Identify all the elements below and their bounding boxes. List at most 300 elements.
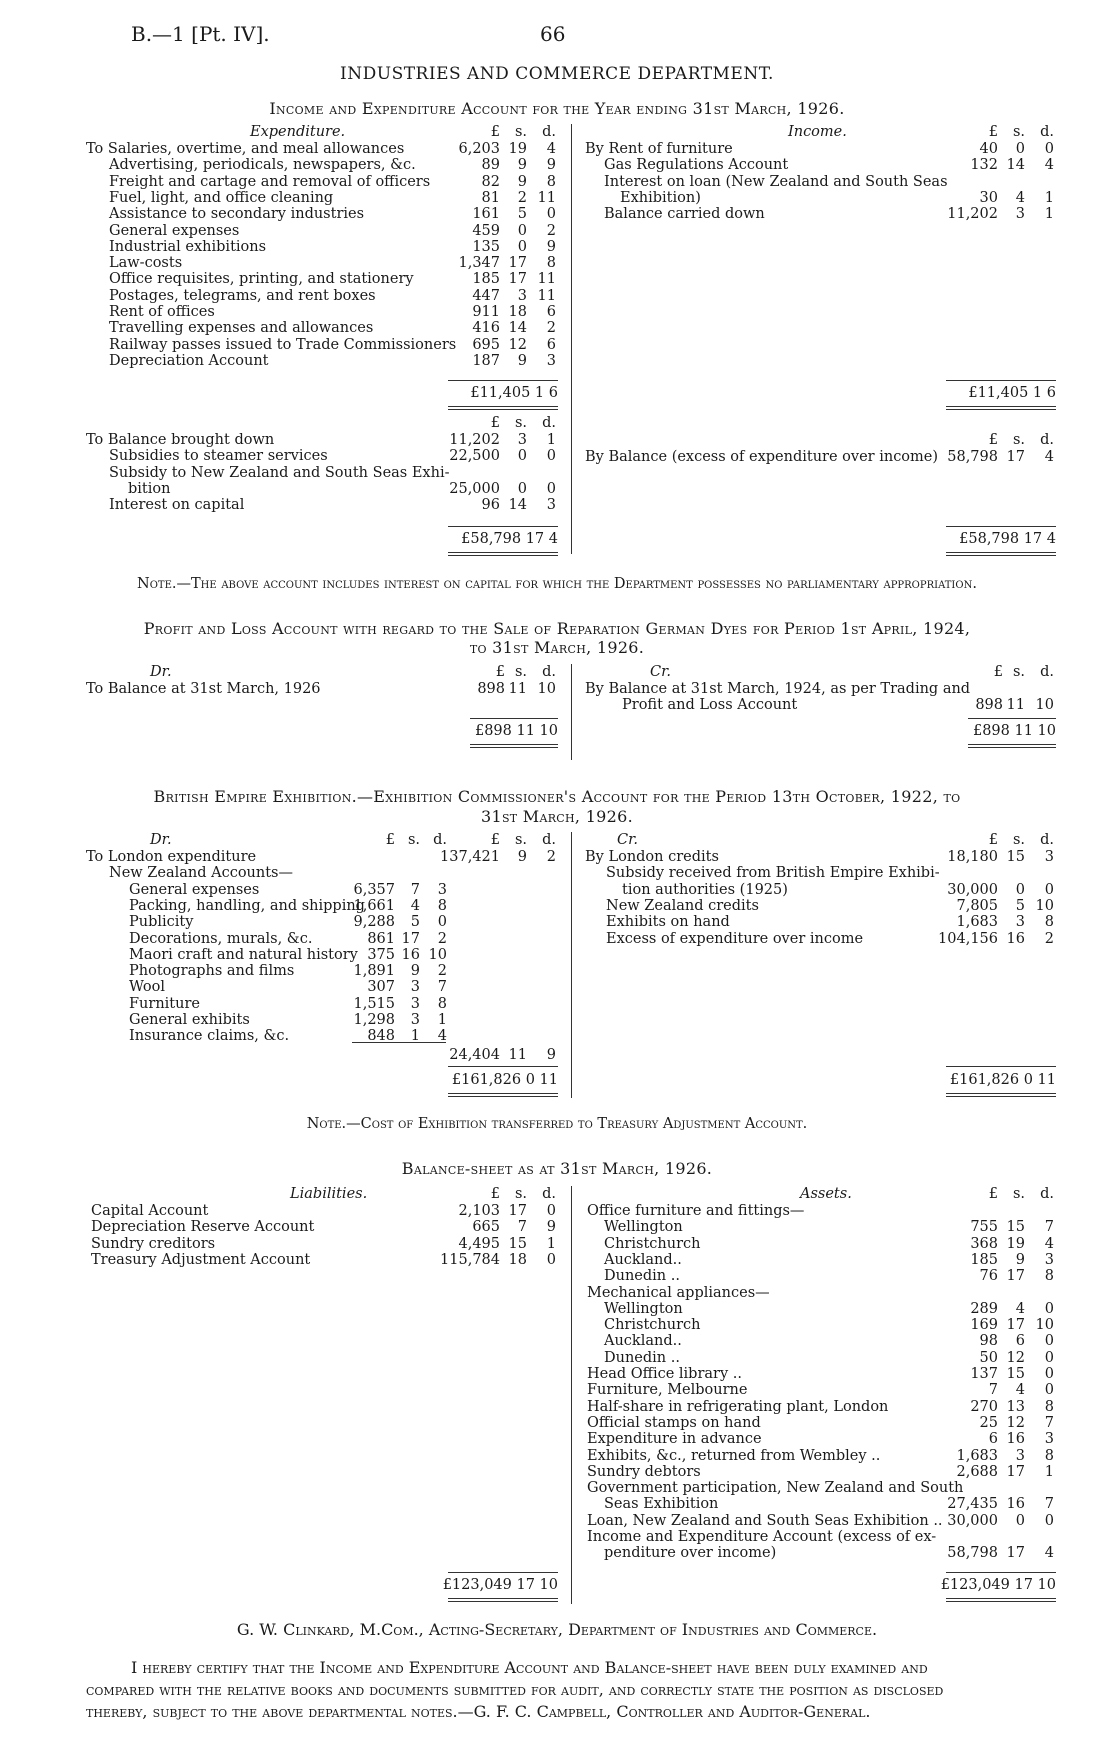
asset-label: Auckland.. [604, 1251, 682, 1268]
expenditure-pence: 6 [546, 304, 556, 320]
rule [448, 380, 558, 381]
bee-debit-sub-pence: 0 [437, 914, 447, 931]
bee-debit-sub-pence: 8 [437, 995, 447, 1012]
expenditure-shillings: 14 [508, 320, 527, 337]
asset-shillings: 15 [1006, 1366, 1025, 1382]
bee-debit-sub-label: Packing, handling, and shipping [129, 897, 365, 914]
expenditure-label: Industrial exhibitions [109, 238, 267, 255]
bee-credit-shillings: 15 [1006, 849, 1025, 865]
audit-certificate-line3: thereby, subject to the above departmental notes.—G. F. C. Campbell, Controller and Auditor-General. [86, 1702, 871, 1721]
pl-credit-label: By Balance at 31st March, 1924, as per Trading and [585, 681, 971, 697]
liability-shillings: 15 [508, 1235, 527, 1252]
expenditure-label: Assistance to secondary industries [109, 206, 365, 223]
bee-credit-pence: 10 [1035, 897, 1054, 914]
bee-debit-sub-pounds: 307 [367, 979, 395, 996]
balance-sheet-title: Balance-sheet as at 31st March, 1926. [401, 1159, 713, 1178]
lsd-head-pence: d. [542, 1186, 556, 1202]
bee-debit-pounds: 137,421 [440, 849, 500, 865]
audit-certificate-line2: compared with the relative books and documents submitted for audit, and correctly state the position as disclosed [86, 1680, 944, 1699]
double-rule [946, 552, 1056, 556]
asset-pence: 7 [1044, 1496, 1054, 1513]
asset-label: Half-share in refrigerating plant, London [587, 1398, 889, 1415]
expenditure-pence: 9 [546, 238, 556, 255]
bee-credit-shillings: 0 [1015, 881, 1025, 898]
income-total: £11,405 1 6 [968, 385, 1056, 401]
expenditure-pounds: 416 [472, 320, 500, 337]
liability-pounds: 665 [472, 1219, 500, 1236]
asset-shillings: 9 [1015, 1251, 1025, 1268]
lsd-head-pounds: £ [495, 664, 505, 680]
expenditure-label: Rent of offices [109, 304, 215, 320]
bee-credit-pounds: 7,805 [956, 897, 998, 914]
expenditure-shillings: 3 [517, 432, 527, 448]
bee-credit-label: Exhibits on hand [606, 914, 730, 931]
asset-shillings: 12 [1006, 1414, 1025, 1431]
expenditure-pounds: 911 [472, 304, 500, 320]
income-shillings: 17 [1006, 449, 1025, 465]
asset-shillings: 3 [1015, 1447, 1025, 1464]
income-label: Interest on loan (New Zealand and South Seas [604, 173, 948, 190]
lsd-head-pence: d. [1040, 832, 1054, 848]
bee-debit-sub-pence: 2 [437, 963, 447, 980]
document-reference: B.—1 [Pt. IV]. [131, 22, 270, 46]
expenditure-label: Office requisites, printing, and stationery [109, 271, 414, 288]
expenditure-label: Travelling expenses and allowances [109, 320, 374, 337]
expenditure-pounds: 447 [472, 287, 500, 304]
asset-pounds: 76 [979, 1268, 998, 1285]
income-pence: 4 [1044, 157, 1054, 174]
income-shillings: 14 [1006, 157, 1025, 174]
rule [946, 380, 1056, 381]
expenditure-label: Subsidies to steamer services [109, 448, 328, 465]
bee-cr-heading: Cr. [617, 832, 639, 848]
expenditure-shillings: 9 [517, 173, 527, 190]
expenditure-shillings: 18 [508, 304, 527, 320]
expenditure-pence: 9 [546, 157, 556, 174]
expenditure-label: General expenses [109, 222, 240, 239]
assets-total: £123,049 17 10 [940, 1577, 1056, 1593]
lsd-head-shillings: s. [1012, 124, 1025, 140]
bee-subtotal-pence: 9 [546, 1047, 556, 1063]
liability-shillings: 18 [508, 1251, 527, 1268]
expenditure-shillings: 9 [517, 157, 527, 174]
expenditure-shillings: 5 [517, 206, 527, 223]
lsd-head-shillings: s. [514, 415, 527, 431]
asset-pence: 8 [1044, 1398, 1054, 1415]
bee-debit-sub-shillings: 9 [410, 963, 420, 980]
expenditure-shillings: 3 [517, 287, 527, 304]
liability-pence: 0 [546, 1203, 556, 1219]
asset-pence: 0 [1044, 1512, 1054, 1529]
asset-pounds: 270 [970, 1398, 998, 1415]
asset-pence: 0 [1044, 1333, 1054, 1350]
asset-pounds: 7 [988, 1382, 998, 1399]
expenditure-pounds: 695 [472, 336, 500, 353]
bee-debit-label: New Zealand Accounts— [109, 865, 293, 882]
bee-credit-pence: 2 [1044, 930, 1054, 947]
bee-debit-sub-shillings: 17 [401, 930, 420, 947]
asset-pounds: 169 [970, 1317, 998, 1334]
bee-debit-sub-label: Furniture [129, 995, 200, 1012]
bee-debit-label: To London expenditure [86, 849, 257, 865]
expenditure-pounds: 459 [472, 222, 500, 239]
expenditure-total-2: £58,798 17 4 [461, 531, 558, 547]
asset-shillings: 4 [1015, 1382, 1025, 1399]
expenditure-pounds: 81 [481, 189, 500, 206]
asset-pounds: 25 [979, 1414, 998, 1431]
lsd-head-pounds: £ [490, 124, 500, 140]
bee-debit-sub-label: Decorations, murals, &c. [129, 930, 313, 947]
bee-debit-sub-pounds: 1,891 [353, 963, 395, 980]
income-label: Gas Regulations Account [604, 157, 789, 174]
asset-pence: 7 [1044, 1414, 1054, 1431]
lsd-head-pence: d. [433, 832, 447, 848]
double-rule [448, 1093, 558, 1097]
ie-note-text: Note.—The above account includes interest on capital for which the Department possesses no parliamentary appropriation. [137, 576, 977, 592]
lsd-head-pounds: £ [490, 1186, 500, 1202]
expenditure-pence: 0 [546, 206, 556, 223]
asset-label: penditure over income) [604, 1545, 777, 1562]
profit-loss-title-line2: to 31st March, 1926. [469, 638, 645, 657]
expenditure-pence: 11 [537, 189, 556, 206]
expenditure-pounds: 22,500 [449, 448, 500, 465]
pl-dr-total: £898 11 10 [474, 723, 558, 739]
double-rule [946, 406, 1056, 410]
bee-credit-pounds: 18,180 [947, 849, 998, 865]
expenditure-pence: 8 [546, 173, 556, 190]
income-pence: 0 [1044, 141, 1054, 157]
asset-shillings: 4 [1015, 1300, 1025, 1317]
asset-label: Government participation, New Zealand and South [587, 1480, 964, 1497]
department-title: INDUSTRIES AND COMMERCE DEPARTMENT. [340, 64, 774, 84]
asset-shillings: 17 [1006, 1317, 1025, 1334]
income-pence: 4 [1044, 449, 1054, 465]
lsd-head-pounds: £ [988, 124, 998, 140]
bee-debit-sub-pounds: 1,661 [353, 897, 395, 914]
asset-pence: 10 [1035, 1317, 1054, 1334]
lsd-head-shillings: s. [1012, 432, 1025, 448]
expenditure-pounds: 82 [481, 173, 500, 190]
asset-label: Official stamps on hand [587, 1414, 761, 1431]
bee-debit-sub-pence: 7 [437, 979, 447, 996]
expenditure-shillings: 0 [517, 480, 527, 497]
bee-credit-label: tion authorities (1925) [622, 881, 788, 898]
expenditure-label: Railway passes issued to Trade Commissioners [109, 336, 457, 353]
income-total-2: £58,798 17 4 [959, 531, 1056, 547]
bee-debit-sub-shillings: 3 [410, 979, 420, 996]
income-pounds: 40 [979, 141, 998, 157]
bs-divider [571, 1186, 572, 1604]
income-expenditure-title: Income and Expenditure Account for the Year ending 31st March, 1926. [269, 99, 845, 118]
expenditure-shillings: 0 [517, 222, 527, 239]
asset-label: Auckland.. [604, 1333, 682, 1350]
expenditure-label: To Salaries, overtime, and meal allowances [86, 141, 405, 157]
asset-shillings: 17 [1006, 1268, 1025, 1285]
expenditure-label: Law-costs [109, 255, 183, 272]
lsd-head-shillings: s. [1012, 1186, 1025, 1202]
bee-debit-shillings: 9 [517, 849, 527, 865]
lsd-head-pence: d. [1040, 1186, 1054, 1202]
expenditure-shillings: 9 [517, 352, 527, 369]
bee-credit-shillings: 5 [1015, 897, 1025, 914]
lsd-head-pence: d. [1040, 432, 1054, 448]
lsd-head-pounds: £ [490, 415, 500, 431]
bee-debit-sub-pence: 4 [437, 1028, 447, 1045]
rule [352, 1042, 446, 1043]
expenditure-pence: 3 [546, 497, 556, 514]
bee-debit-sub-label: General exhibits [129, 1012, 250, 1028]
asset-shillings: 0 [1015, 1512, 1025, 1529]
asset-label: Wellington [604, 1300, 683, 1317]
expenditure-pounds: 89 [481, 157, 500, 174]
expenditure-shillings: 0 [517, 448, 527, 465]
lsd-head-pounds: £ [988, 832, 998, 848]
asset-shillings: 16 [1006, 1431, 1025, 1448]
pl-credit-pounds: 898 [975, 697, 1003, 713]
asset-label: Furniture, Melbourne [587, 1382, 748, 1399]
asset-label: Wellington [604, 1219, 683, 1236]
bee-credit-pence: 8 [1044, 914, 1054, 931]
signature-line: G. W. Clinkard, M.Com., Acting-Secretary, Department of Industries and Commerce. [236, 1620, 878, 1639]
expenditure-pence: 8 [546, 255, 556, 272]
asset-label: Expenditure in advance [587, 1431, 762, 1448]
lsd-head-pounds: £ [988, 432, 998, 448]
expenditure-label: Postages, telegrams, and rent boxes [109, 287, 376, 304]
bee-debit-sub-pounds: 9,288 [353, 914, 395, 931]
asset-pence: 4 [1044, 1235, 1054, 1252]
lsd-head-pounds: £ [993, 664, 1003, 680]
double-rule [968, 744, 1056, 748]
rule [448, 526, 558, 527]
expenditure-pounds: 11,202 [449, 432, 500, 448]
liability-label: Capital Account [91, 1203, 209, 1219]
bee-note-text: Note.—Cost of Exhibition transferred to Treasury Adjustment Account. [306, 1116, 808, 1132]
asset-shillings: 17 [1006, 1463, 1025, 1480]
lsd-head-pence: d. [542, 664, 556, 680]
asset-label: Dunedin .. [604, 1268, 680, 1285]
lsd-head-shillings: s. [1012, 832, 1025, 848]
bee-debit-sub-label: Publicity [129, 914, 194, 931]
expenditure-shillings: 17 [508, 255, 527, 272]
asset-pounds: 6 [988, 1431, 998, 1448]
bee-debit-sub-shillings: 5 [410, 914, 420, 931]
profit-loss-title-line1: Profit and Loss Account with regard to the Sale of Reparation German Dyes for Period 1st April, 1924, [143, 619, 971, 638]
bee-dr-heading: Dr. [150, 832, 172, 848]
bee-debit-sub-pounds: 1,515 [353, 995, 395, 1012]
income-shillings: 3 [1015, 206, 1025, 223]
rule [968, 718, 1056, 719]
bee-debit-sub-shillings: 3 [410, 1012, 420, 1028]
rule [470, 718, 558, 719]
lsd-head-shillings: s. [514, 124, 527, 140]
page-number: 66 [540, 22, 566, 46]
pl-debit-label: To Balance at 31st March, 1926 [86, 681, 321, 697]
asset-label: Office furniture and fittings— [587, 1203, 805, 1219]
asset-label: Loan, New Zealand and South Seas Exhibition .. [587, 1512, 943, 1529]
bee-debit-sub-pence: 3 [437, 881, 447, 898]
income-shillings: 4 [1015, 189, 1025, 206]
asset-shillings: 13 [1006, 1398, 1025, 1415]
expenditure-shillings: 14 [508, 497, 527, 514]
expenditure-pence: 0 [546, 448, 556, 465]
income-pounds: 132 [970, 157, 998, 174]
lsd-head-pence: d. [1040, 664, 1054, 680]
lsd-head-pounds: £ [988, 1186, 998, 1202]
bee-credit-label: Subsidy received from British Empire Exhibi- [606, 865, 940, 882]
asset-pounds: 30,000 [947, 1512, 998, 1529]
bee-subtotal-pounds: 24,404 [449, 1047, 500, 1063]
bee-credit-pence: 3 [1044, 849, 1054, 865]
expenditure-pence: 11 [537, 287, 556, 304]
bee-title-line2: 31st March, 1926. [480, 807, 633, 826]
double-rule [448, 552, 558, 556]
expenditure-shillings: 12 [508, 336, 527, 353]
bee-credit-pence: 0 [1044, 881, 1054, 898]
bee-debit-sub-pence: 1 [437, 1012, 447, 1028]
rule [946, 1066, 1056, 1067]
bee-credit-shillings: 16 [1006, 930, 1025, 947]
lsd-head-pence: d. [542, 124, 556, 140]
pl-credit-label: Profit and Loss Account [622, 697, 798, 713]
asset-pence: 7 [1044, 1219, 1054, 1236]
expenditure-pence: 2 [546, 320, 556, 337]
liability-shillings: 17 [508, 1203, 527, 1219]
bee-credit-label: Excess of expenditure over income [606, 930, 864, 947]
bee-divider [571, 832, 572, 1098]
double-rule [946, 1093, 1056, 1097]
asset-pounds: 98 [979, 1333, 998, 1350]
expenditure-pence: 11 [537, 271, 556, 288]
bee-credit-label: By London credits [585, 849, 719, 865]
asset-shillings: 15 [1006, 1219, 1025, 1236]
pl-credit-shillings: 11 [1006, 697, 1025, 713]
bee-debit-sub-shillings: 3 [410, 995, 420, 1012]
expenditure-label: To Balance brought down [86, 432, 275, 448]
expenditure-pounds: 25,000 [449, 480, 500, 497]
asset-pence: 8 [1044, 1268, 1054, 1285]
asset-label: Sundry debtors [587, 1463, 701, 1480]
audit-certificate-line1: I hereby certify that the Income and Expenditure Account and Balance-sheet have been duly examined and [131, 1658, 928, 1677]
expenditure-pence: 2 [546, 222, 556, 239]
rule [946, 1572, 1056, 1573]
asset-label: Seas Exhibition [604, 1496, 719, 1513]
liability-label: Sundry creditors [91, 1235, 216, 1252]
liability-pounds: 115,784 [440, 1251, 500, 1268]
lsd-head-shillings: s. [514, 832, 527, 848]
asset-pounds: 1,683 [956, 1447, 998, 1464]
lsd-head-shillings: s. [407, 832, 420, 848]
income-label: Balance carried down [604, 206, 765, 223]
bee-debit-sub-pence: 8 [437, 897, 447, 914]
pl-divider [571, 664, 572, 760]
expenditure-pence: 0 [546, 480, 556, 497]
asset-shillings: 19 [1006, 1235, 1025, 1252]
asset-pounds: 185 [970, 1251, 998, 1268]
ie-divider [571, 124, 572, 554]
bee-title-line1: British Empire Exhibition.—Exhibition Commissioner's Account for the Period 13th October, 1922, to [153, 787, 961, 806]
asset-pence: 3 [1044, 1251, 1054, 1268]
asset-pounds: 27,435 [947, 1496, 998, 1513]
lsd-head-pence: d. [542, 415, 556, 431]
expenditure-pence: 4 [546, 141, 556, 157]
pl-credit-pence: 10 [1035, 697, 1054, 713]
pl-debit-shillings: 11 [508, 681, 527, 697]
lsd-head-shillings: s. [514, 1186, 527, 1202]
expenditure-shillings: 19 [508, 141, 527, 157]
lsd-head-shillings: s. [514, 664, 527, 680]
lsd-head-pounds: £ [385, 832, 395, 848]
expenditure-pounds: 135 [472, 238, 500, 255]
lsd-head-shillings: s. [1012, 664, 1025, 680]
income-pounds: 11,202 [947, 206, 998, 223]
asset-label: Christchurch [604, 1235, 701, 1252]
asset-label: Dunedin .. [604, 1349, 680, 1366]
asset-pounds: 755 [970, 1219, 998, 1236]
bee-debit-sub-shillings: 4 [410, 897, 420, 914]
asset-pence: 8 [1044, 1447, 1054, 1464]
asset-pounds: 2,688 [956, 1463, 998, 1480]
bee-dr-total: £161,826 0 11 [451, 1072, 558, 1088]
expenditure-label: Subsidy to New Zealand and South Seas Exhi- [109, 464, 450, 481]
expenditure-total: £11,405 1 6 [470, 385, 558, 401]
asset-shillings: 16 [1006, 1496, 1025, 1513]
asset-label: Head Office library .. [587, 1366, 742, 1382]
bee-credit-pounds: 104,156 [938, 930, 998, 947]
rule [448, 1572, 558, 1573]
bee-debit-sub-shillings: 1 [410, 1028, 420, 1045]
expenditure-pence: 6 [546, 336, 556, 353]
bee-debit-sub-label: General expenses [129, 881, 260, 898]
asset-shillings: 17 [1006, 1545, 1025, 1562]
asset-pounds: 368 [970, 1235, 998, 1252]
expenditure-pounds: 187 [472, 352, 500, 369]
asset-pounds: 58,798 [947, 1545, 998, 1562]
asset-pounds: 289 [970, 1300, 998, 1317]
double-rule [470, 744, 558, 748]
asset-pence: 0 [1044, 1300, 1054, 1317]
income-pounds: 30 [979, 189, 998, 206]
assets-heading: Assets. [800, 1186, 852, 1202]
expenditure-heading: Expenditure. [250, 124, 346, 140]
expenditure-label: Interest on capital [109, 497, 245, 514]
expenditure-pounds: 185 [472, 271, 500, 288]
asset-shillings: 12 [1006, 1349, 1025, 1366]
lsd-head-pence: d. [1040, 124, 1054, 140]
asset-pounds: 137 [970, 1366, 998, 1382]
asset-pence: 0 [1044, 1349, 1054, 1366]
liabilities-total: £123,049 17 10 [442, 1577, 558, 1593]
liability-pounds: 4,495 [458, 1235, 500, 1252]
bee-debit-sub-label: Wool [129, 979, 166, 996]
bee-debit-sub-label: Insurance claims, &c. [129, 1028, 290, 1045]
asset-pence: 0 [1044, 1366, 1054, 1382]
expenditure-pounds: 96 [481, 497, 500, 514]
asset-label: Christchurch [604, 1317, 701, 1334]
lsd-head-pounds: £ [490, 832, 500, 848]
liability-label: Treasury Adjustment Account [91, 1251, 311, 1268]
bee-debit-sub-label: Photographs and films [129, 963, 295, 980]
expenditure-shillings: 17 [508, 271, 527, 288]
income-label: Exhibition) [620, 189, 701, 206]
bee-cr-total: £161,826 0 11 [949, 1072, 1056, 1088]
asset-pence: 0 [1044, 1382, 1054, 1399]
expenditure-shillings: 0 [517, 238, 527, 255]
bee-debit-sub-pounds: 848 [367, 1028, 395, 1045]
double-rule [448, 1598, 558, 1602]
expenditure-label: Fuel, light, and office cleaning [109, 189, 334, 206]
bee-credit-pounds: 1,683 [956, 914, 998, 931]
pl-debit-pence: 10 [537, 681, 556, 697]
